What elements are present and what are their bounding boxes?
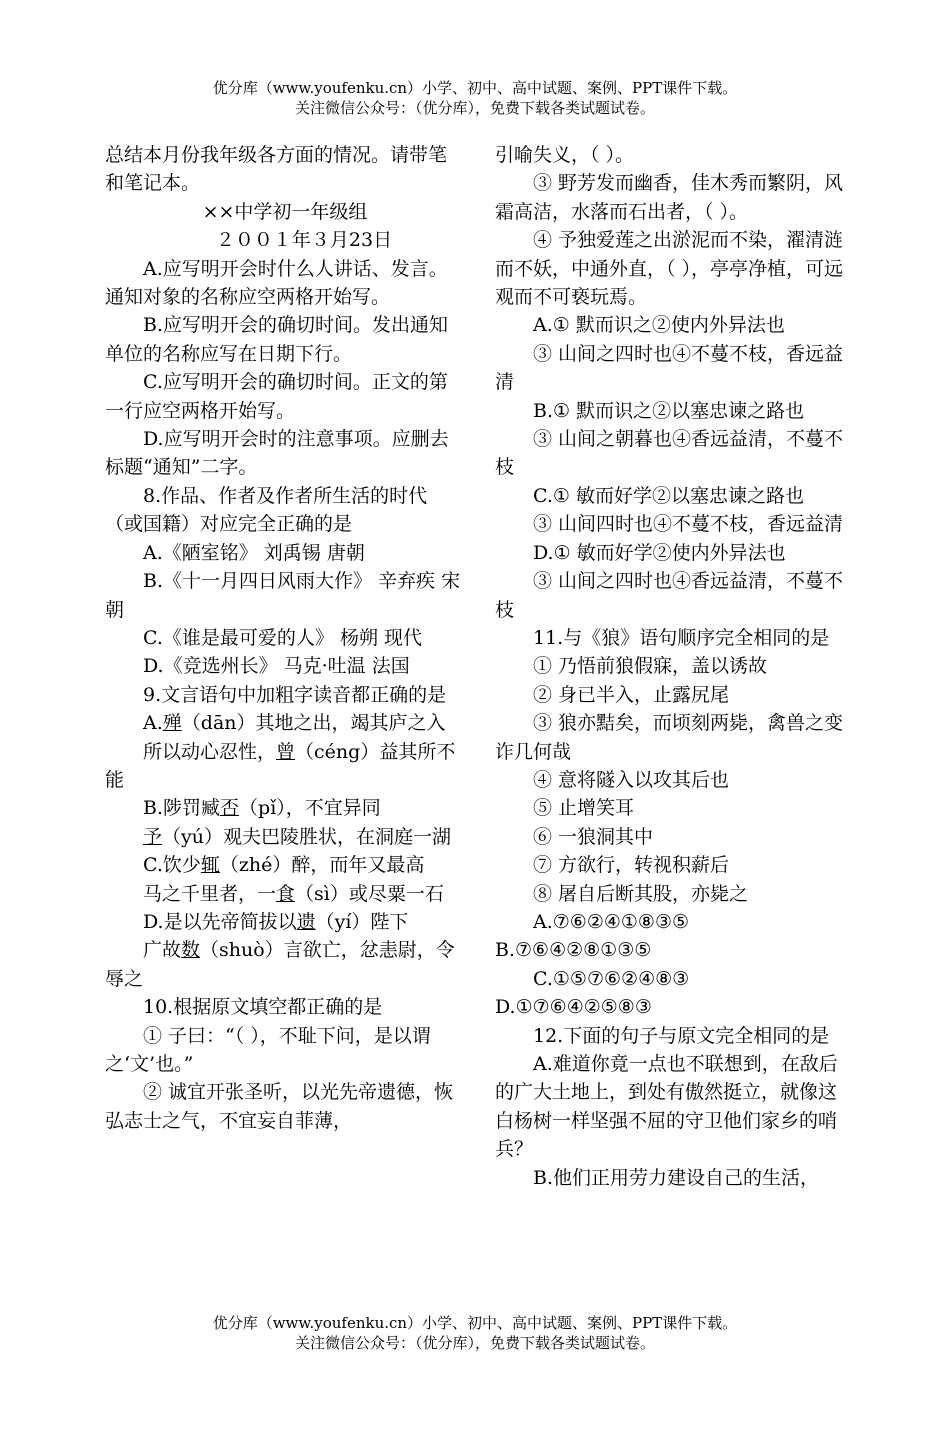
notice-signature-org: ××中学初一年级组 <box>202 200 368 223</box>
text-segment: （yí）陛下 <box>315 910 409 933</box>
q10-item-4: ④ 予独爱莲之出淤泥而不染，濯清涟而不妖，中通外直，（ ），亭亭净植，可远观而不可亵玩焉。 <box>495 229 844 309</box>
emphasized-char: 曾 <box>276 740 296 763</box>
q8-option-d: D.《竞选州长》 马克·吐温 法国 <box>143 655 410 678</box>
q10-option-b-line-1: B.① 默而识之②以塞忠谏之路也 <box>533 399 805 422</box>
text-segment: 所以动心忍性， <box>143 740 277 763</box>
q9-option-a-line-2 <box>105 738 465 795</box>
text-segment: D.是以先帝简拔以 <box>143 910 297 933</box>
q10-option-c-line-1: C.① 敏而好学②以塞忠谏之路也 <box>533 484 804 507</box>
q8-stem: 8.作品、作者及作者所生活的时代（或国籍）对应完全正确的是 <box>105 484 428 536</box>
q11-item-3: ③ 狼亦黠矣，而顷刻两毙，禽兽之变诈几何哉 <box>495 712 844 763</box>
q9-option-c-line-1 <box>105 851 465 879</box>
q7-option-a: A.应写明开会时什么人讲话、发言。通知对象的名称应空两格开始写。 <box>105 257 448 309</box>
text-segment: 马之千里者，一 <box>143 882 277 905</box>
header-line-2: 关注微信公众号：（优分库），免费下载各类试题试卷。 <box>294 99 655 117</box>
text-segment: C.饮少 <box>143 854 201 877</box>
q11-option-b: B.⑦⑥④②⑧①③⑤ <box>495 939 652 962</box>
text-segment: （shuò）言欲亡，忿恚尉，令辱之 <box>105 939 455 990</box>
q11-item-5: ⑤ 止增笑耳 <box>533 797 635 820</box>
q7-option-d: D.应写明开会时的注意事项。应删去标题“通知”二字。 <box>105 428 449 479</box>
q11-item-4: ④ 意将隧入以攻其后也 <box>533 768 730 791</box>
text-segment: B.陟罚臧 <box>143 797 221 820</box>
notice-signature-date: ２００１年３月23日 <box>215 229 393 252</box>
q7-option-b: B.应写明开会的确切时间。发出通知单位的名称应写在日期下行。 <box>105 314 449 365</box>
page-header <box>0 78 950 118</box>
q10-stem: 10.根据原文填空都正确的是 <box>143 996 383 1019</box>
text-segment: （sì）或尽粟一石 <box>295 882 444 905</box>
q8-option-a: A.《陋室铭》 刘禹锡 唐朝 <box>143 541 365 564</box>
q9-option-b-line-1 <box>105 794 465 822</box>
q9-option-b-line-2 <box>105 823 465 851</box>
q10-option-a-line-2: ③ 山间之四时也④不蔓不枝，香远益清 <box>495 342 844 394</box>
q10-item-3: ③ 野芳发而幽香，佳木秀而繁阴，风霜高洁，水落而石出者，（ ）。 <box>495 172 844 223</box>
q11-item-8: ⑧ 屠自后断其股，亦毙之 <box>533 882 749 905</box>
emphasized-char: 食 <box>276 882 296 905</box>
q10-option-c-line-2: ③ 山间四时也④不蔓不枝，香远益清 <box>533 513 844 536</box>
header-line-1: 优分库（www.youfenku.cn）小学、初中、高中试题、案例、PPT课件下载。 <box>212 79 738 97</box>
right-column <box>495 141 855 1192</box>
emphasized-char: 否 <box>220 797 240 820</box>
q10-item-1: ① 子曰：“（ ），不耻下问，是以谓之‘文’也。” <box>105 1024 431 1075</box>
q10-option-a-line-1: A.① 默而识之②使内外异法也 <box>533 314 785 337</box>
q10-item-2: ② 诚宜开张圣听，以光先帝遗德，恢弘志士之气，不宜妄自菲薄， <box>105 1081 454 1132</box>
q11-item-1: ① 乃悟前狼假寐，盖以诱故 <box>533 655 768 678</box>
q11-option-c: C.①⑤⑦⑥②④⑧③ <box>533 967 690 990</box>
footer-line-1: 优分库（www.youfenku.cn）小学、初中、高中试题、案例、PPT课件下载。 <box>212 1314 738 1332</box>
text-segment: A. <box>143 712 163 735</box>
q11-stem: 11.与《狼》语句顺序完全相同的是 <box>533 626 830 649</box>
q12-stem: 12.下面的句子与原文完全相同的是 <box>533 1024 830 1047</box>
text-segment: （pǐ），不宜异同 <box>239 797 381 820</box>
emphasized-char: 辄 <box>200 854 220 877</box>
q9-option-c-line-2 <box>105 880 465 908</box>
q10-option-d-line-2: ③ 山间之四时也④香远益清，不蔓不枝 <box>495 570 844 621</box>
q10-option-d-line-1: D.① 敏而好学②使内外异法也 <box>533 541 786 564</box>
q9-option-d-line-1 <box>105 908 465 936</box>
q9-option-d-line-2 <box>105 936 465 993</box>
notice-closing-text: 总结本月份我年级各方面的情况。请带笔和笔记本。 <box>105 144 448 195</box>
q8-option-b: B.《十一月四日风雨大作》 辛弃疾 宋朝 <box>105 570 461 621</box>
emphasized-char: 遗 <box>296 910 316 933</box>
q12-option-a: A.难道你竟一点也不联想到，在敌后的广大土地上，到处有傲然挺立，就像这白杨树一样坚强不屈的守卫他们家乡的哨兵？ <box>495 1053 838 1161</box>
emphasized-char: 数 <box>181 939 201 962</box>
q11-item-7: ⑦ 方欲行，转视积薪后 <box>533 854 730 877</box>
q7-option-c: C.应写明开会的确切时间。正文的第一行应空两格开始写。 <box>105 371 448 422</box>
q11-item-6: ⑥ 一狼洞其中 <box>533 825 654 848</box>
emphasized-char: 殚 <box>162 712 182 735</box>
text-segment: 广故 <box>143 939 182 962</box>
text-segment: （yú）观夫巴陵胜状，在洞庭一湖 <box>162 825 451 848</box>
q12-option-b: B.他们正用劳力建设自己的生活， <box>533 1166 820 1189</box>
text-segment: （céng）益其所不能 <box>105 740 456 791</box>
emphasized-char: 予 <box>143 825 163 848</box>
footer-line-2: 关注微信公众号：（优分库），免费下载各类试题试卷。 <box>294 1334 655 1352</box>
q10-item-2-continued: 引喻失义，（ ）。 <box>495 144 635 166</box>
text-segment: （zhé）醉，而年又最高 <box>219 854 425 877</box>
q10-option-b-line-2: ③ 山间之朝暮也④香远益清，不蔓不枝 <box>495 428 844 479</box>
q11-option-d: D.①⑦⑥④②⑤⑧③ <box>495 996 652 1019</box>
q9-stem: 9.文言语句中加粗字读音都正确的是 <box>143 683 447 706</box>
left-column <box>105 141 465 1135</box>
q9-option-a-line-1 <box>105 709 465 737</box>
q11-option-a: A.⑦⑥②④①⑧③⑤ <box>533 910 690 933</box>
q11-item-2: ② 身已半入，止露尻尾 <box>533 683 730 706</box>
page-footer <box>0 1313 950 1353</box>
text-segment: （dān）其地之出，竭其庐之入 <box>181 712 446 735</box>
q8-option-c: C.《谁是最可爱的人》 杨朔 现代 <box>143 626 422 649</box>
